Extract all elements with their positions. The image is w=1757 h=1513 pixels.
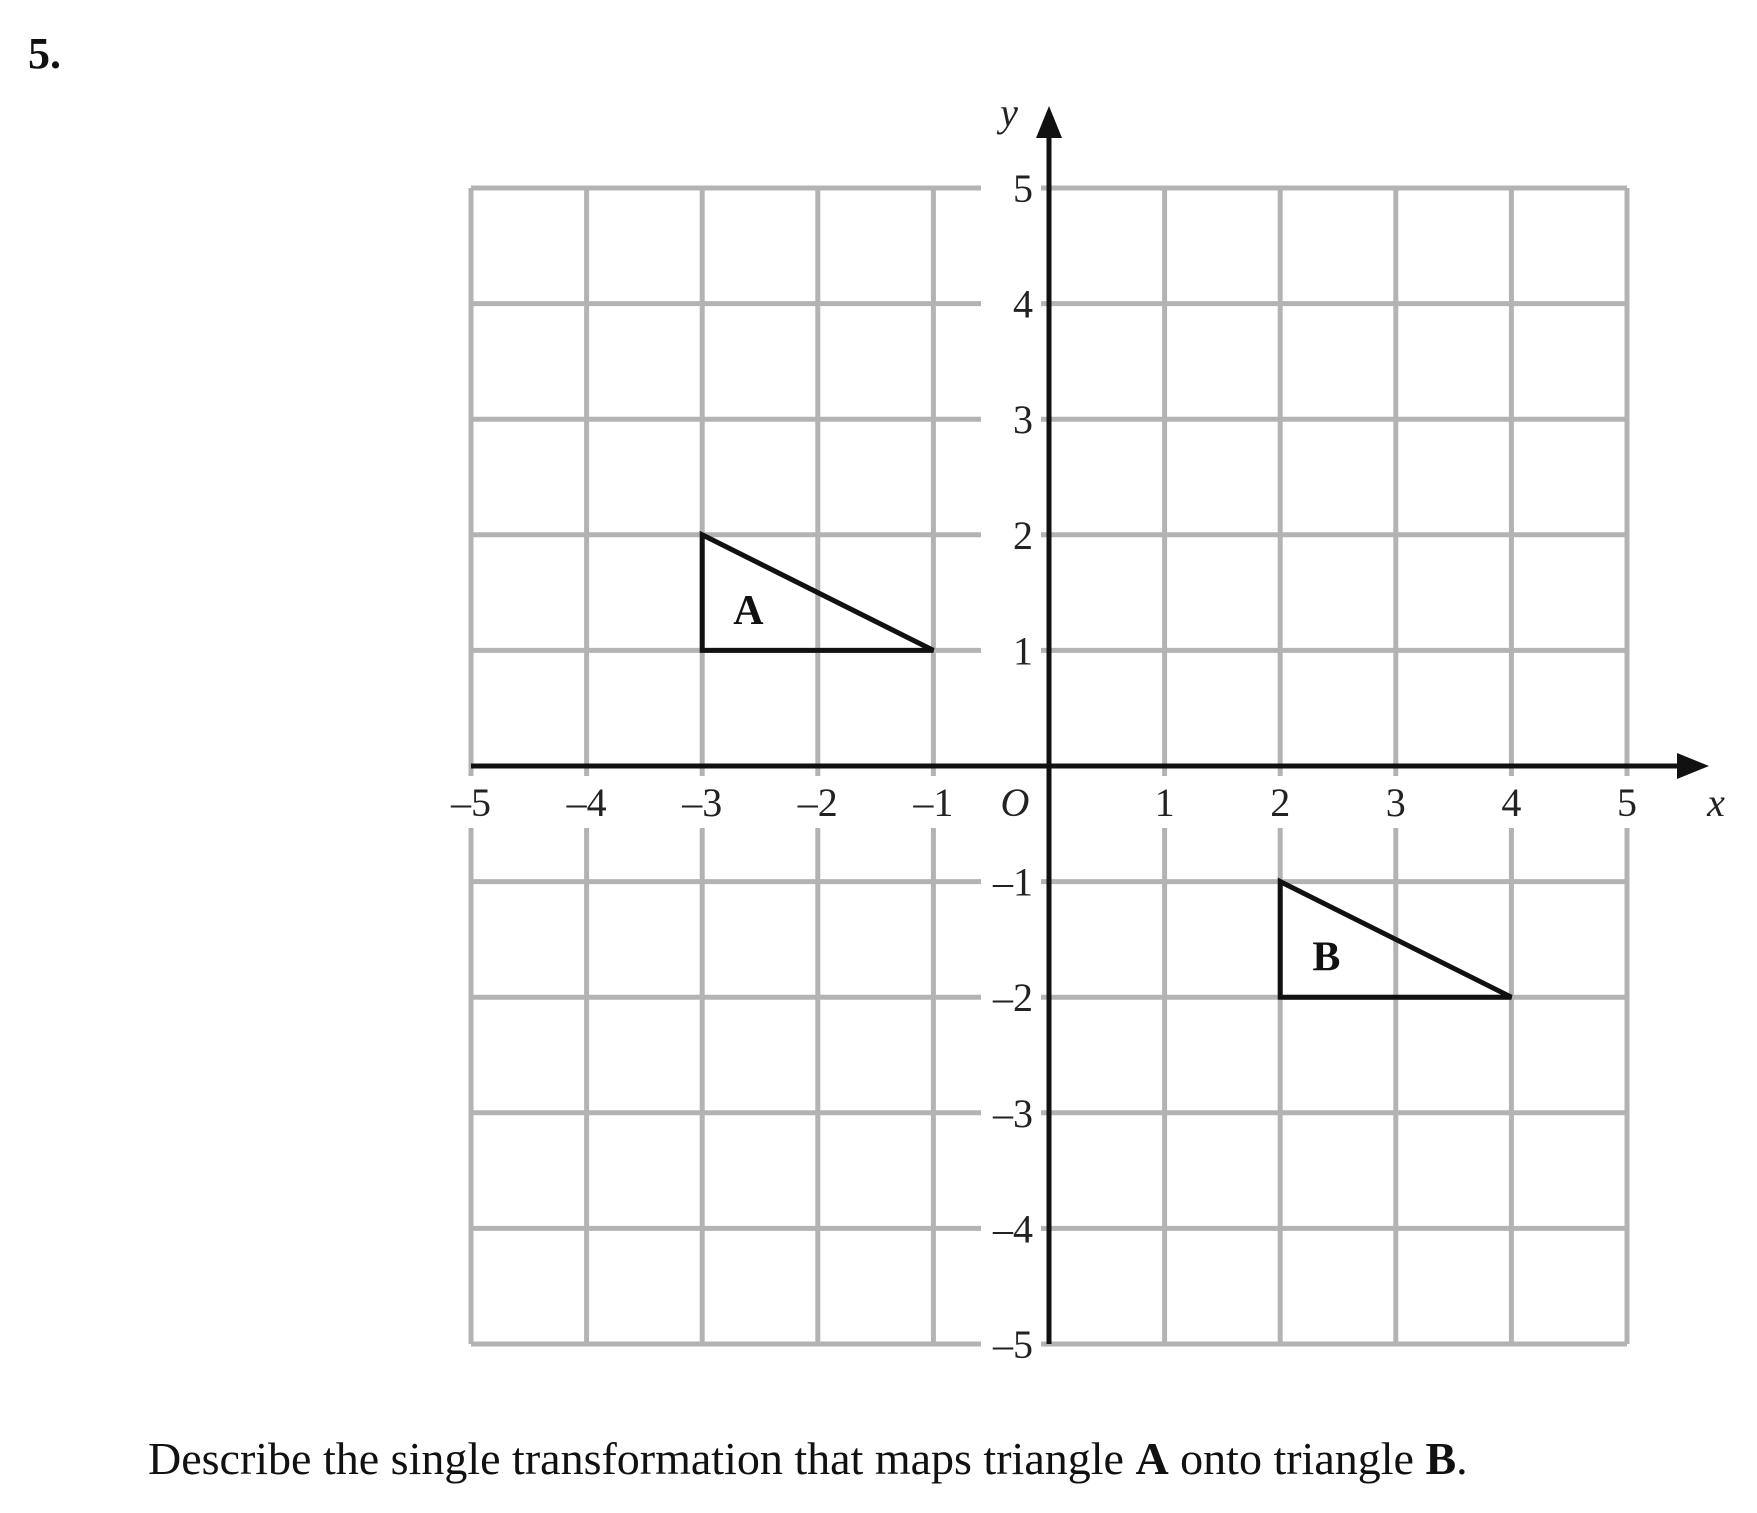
question-shape-b: B	[1425, 1433, 1457, 1484]
x-tick-label: 5	[1617, 780, 1637, 825]
x-tick-label: –4	[566, 780, 607, 825]
y-tick-label: 5	[1013, 166, 1033, 211]
question-number: 5.	[28, 29, 61, 78]
question-part1: Describe the single transformation that maps triangle	[148, 1433, 1136, 1484]
x-tick-label: 3	[1385, 780, 1406, 825]
triangle-a-label: A	[733, 587, 764, 634]
x-tick-label: 4	[1501, 780, 1522, 825]
question-part3: .	[1456, 1433, 1468, 1484]
question-part2: onto triangle	[1168, 1433, 1426, 1484]
x-tick-label: 1	[1154, 780, 1175, 825]
y-tick-label: 2	[1013, 512, 1033, 558]
origin-label: O	[1000, 780, 1030, 825]
y-tick-label: 3	[1013, 397, 1033, 443]
y-axis-label: y	[1000, 90, 1018, 135]
y-tick-label: –1	[993, 859, 1033, 905]
x-axis-label: x	[1707, 780, 1725, 825]
axes	[471, 106, 1709, 1344]
x-tick-label: –5	[451, 780, 491, 825]
y-tick-label: –2	[993, 975, 1033, 1021]
tick-labels	[450, 90, 1725, 1367]
y-axis-arrow	[1036, 106, 1062, 138]
y-tick-label: 1	[1013, 628, 1033, 674]
y-tick-label: –3	[993, 1090, 1033, 1136]
x-axis-arrow	[1677, 753, 1709, 779]
x-tick-label: 2	[1270, 780, 1291, 825]
y-tick-label: –5	[993, 1322, 1033, 1367]
triangle-b-label: B	[1312, 934, 1341, 981]
question-shape-a: A	[1135, 1433, 1169, 1484]
x-tick-label: –3	[682, 780, 723, 825]
question-text	[148, 1432, 1468, 1485]
y-tick-label: –4	[993, 1206, 1033, 1252]
y-tick-label: 4	[1013, 281, 1033, 327]
x-tick-label: –1	[913, 780, 954, 825]
x-tick-label: –2	[797, 780, 838, 825]
